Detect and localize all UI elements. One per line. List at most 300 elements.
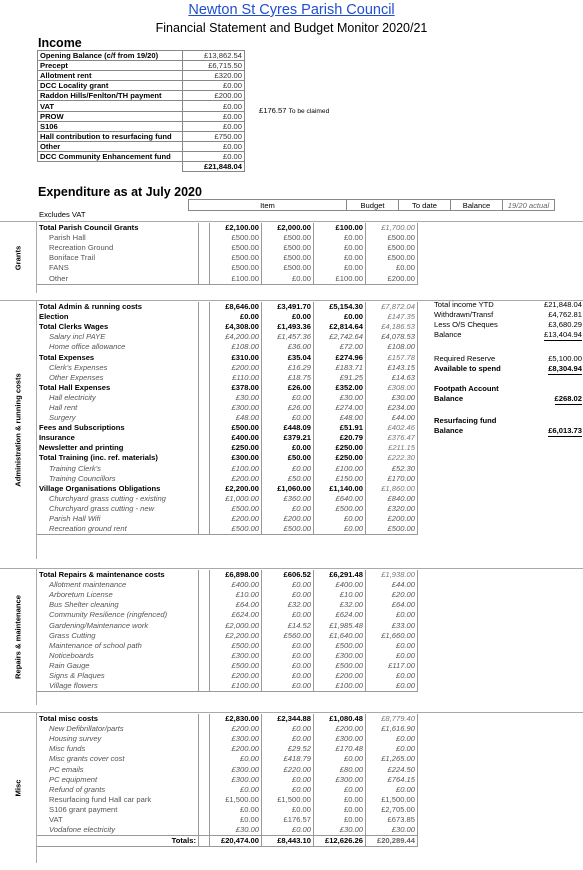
footpath-heading: Footpath Account	[434, 383, 499, 393]
row-actual: £0.00	[366, 785, 418, 795]
row-budget: £300.00	[210, 734, 262, 744]
excludes-vat-note: Excludes VAT	[39, 210, 86, 219]
income-label: DCC Community Enhancement fund	[38, 151, 183, 161]
table-row	[37, 734, 418, 744]
col-item: Item	[189, 200, 347, 211]
group-table	[37, 223, 418, 285]
row-balance: £100.00	[314, 681, 366, 692]
row-actual: £376.47	[366, 433, 418, 443]
row-budget: £300.00	[210, 651, 262, 661]
row-actual: £840.00	[366, 494, 418, 504]
income-value: £320.00	[183, 71, 245, 81]
summary-value: £21,848.04	[543, 300, 582, 309]
row-gap	[199, 570, 210, 580]
row-todate: £2,000.00	[262, 223, 314, 233]
row-budget: £500.00	[210, 504, 262, 514]
row-balance: £200.00	[314, 671, 366, 681]
row-balance: £100.00	[314, 464, 366, 474]
row-balance: £300.00	[314, 734, 366, 744]
row-todate: £448.09	[262, 423, 314, 433]
row-label: Hall electricity	[37, 393, 199, 403]
row-gap	[199, 423, 210, 433]
row-budget: £2,100.00	[210, 223, 262, 233]
row-budget: £64.00	[210, 600, 262, 610]
row-label: Misc grants cover cost	[37, 754, 199, 764]
row-todate: £500.00	[262, 233, 314, 243]
row-budget: £624.00	[210, 610, 262, 620]
row-label: Village Organisations Obligations	[37, 484, 199, 494]
row-actual: £0.00	[366, 734, 418, 744]
row-gap	[199, 754, 210, 764]
row-budget: £200.00	[210, 514, 262, 524]
table-row	[37, 570, 418, 580]
row-balance: £100.00	[314, 223, 366, 233]
row-budget: £20,474.00	[210, 836, 262, 847]
row-label: Insurance	[37, 433, 199, 443]
row-balance: £250.00	[314, 453, 366, 463]
table-row	[37, 342, 418, 352]
row-balance: £500.00	[314, 641, 366, 651]
row-balance: £624.00	[314, 610, 366, 620]
row-actual: £1,938.00	[366, 570, 418, 580]
row-budget: £0.00	[210, 754, 262, 764]
row-gap	[199, 433, 210, 443]
summary-label: Available to spend	[434, 364, 501, 374]
row-label: Village flowers	[37, 681, 199, 692]
table-row	[37, 474, 418, 484]
row-label: Election	[37, 312, 199, 322]
row-label: Recreation ground rent	[37, 524, 199, 535]
resurfacing-balance: £6,013.73	[548, 425, 582, 435]
row-actual: £0.00	[366, 610, 418, 620]
col-budget: Budget	[347, 200, 399, 211]
row-gap	[199, 590, 210, 600]
row-gap	[199, 651, 210, 661]
income-row	[38, 51, 245, 61]
vat-note-text: To be claimed	[288, 108, 330, 115]
income-value: £0.00	[183, 121, 245, 131]
row-gap	[199, 620, 210, 630]
row-gap	[199, 474, 210, 484]
row-balance: £250.00	[314, 443, 366, 453]
income-label: Allotment rent	[38, 71, 183, 81]
row-gap	[199, 464, 210, 474]
row-actual: £0.00	[366, 641, 418, 651]
row-label: FANS	[37, 263, 199, 273]
row-label: New Defibrillator/parts	[37, 724, 199, 734]
footpath-balance: £268.02	[554, 393, 582, 403]
group-side-label: Grants	[13, 245, 23, 270]
summary-value: £3,680.29	[548, 320, 582, 330]
table-row	[37, 322, 418, 332]
income-value: £6,715.50	[183, 61, 245, 71]
summary-panel	[434, 300, 582, 436]
table-row	[37, 514, 418, 524]
row-actual: £0.00	[366, 681, 418, 692]
resurfacing-balance-row	[434, 426, 582, 436]
row-actual: £1,265.00	[366, 754, 418, 764]
row-todate: £0.00	[262, 724, 314, 734]
row-actual: £1,660.00	[366, 631, 418, 641]
row-todate: £35.04	[262, 352, 314, 362]
row-actual: £20,289.44	[366, 836, 418, 847]
group-0	[0, 221, 583, 293]
summary-value: £5,100.00	[548, 354, 582, 364]
row-label: PC emails	[37, 764, 199, 774]
row-budget: £500.00	[210, 641, 262, 651]
row-actual: £44.00	[366, 580, 418, 590]
income-value: £750.00	[183, 131, 245, 141]
row-todate: £3,491.70	[262, 302, 314, 312]
table-row	[37, 504, 418, 514]
row-budget: £500.00	[210, 423, 262, 433]
summary-label: Less O/S Cheques	[434, 320, 498, 330]
row-budget: £500.00	[210, 253, 262, 263]
row-budget: £4,200.00	[210, 332, 262, 342]
row-todate: £2,344.88	[262, 714, 314, 724]
footpath-balance-row	[434, 394, 582, 404]
row-actual: £8,779.40	[366, 714, 418, 724]
row-actual: £1,500.00	[366, 795, 418, 805]
group-side	[0, 569, 37, 705]
row-actual: £211.15	[366, 443, 418, 453]
group-side	[0, 713, 37, 863]
summary-spacer	[434, 404, 582, 416]
row-todate: £500.00	[262, 253, 314, 263]
row-gap	[199, 453, 210, 463]
row-gap	[199, 413, 210, 423]
col-todate: To date	[399, 200, 451, 211]
summary-row-available	[434, 364, 582, 374]
group-side-label: Misc	[13, 779, 23, 797]
row-todate: £1,493.36	[262, 322, 314, 332]
row-todate: £0.00	[262, 464, 314, 474]
row-balance: £0.00	[314, 754, 366, 764]
row-actual: £200.00	[366, 273, 418, 284]
row-actual: £320.00	[366, 504, 418, 514]
group-side	[0, 301, 37, 559]
row-label: Training Councillors	[37, 474, 199, 484]
row-budget: £250.00	[210, 443, 262, 453]
row-actual: £0.00	[366, 651, 418, 661]
table-row	[37, 393, 418, 403]
summary-row-cheques	[434, 320, 582, 330]
row-budget: £0.00	[210, 805, 262, 815]
table-row	[37, 373, 418, 383]
table-row	[37, 580, 418, 590]
row-gap	[199, 734, 210, 744]
row-todate: £50.00	[262, 453, 314, 463]
row-balance: £500.00	[314, 661, 366, 671]
row-todate: £0.00	[262, 590, 314, 600]
row-balance: £0.00	[314, 514, 366, 524]
row-balance: £0.00	[314, 805, 366, 815]
row-gap	[199, 302, 210, 312]
table-row	[37, 223, 418, 233]
row-label: Clerk's Expenses	[37, 363, 199, 373]
row-budget: £500.00	[210, 524, 262, 535]
income-total: £21,848.04	[183, 162, 245, 172]
row-label: Other Expenses	[37, 373, 199, 383]
row-budget: £200.00	[210, 724, 262, 734]
row-gap	[199, 815, 210, 825]
row-todate: £26.00	[262, 383, 314, 393]
row-actual: £64.00	[366, 600, 418, 610]
expenditure-heading: Expenditure as at July 2020	[38, 185, 202, 199]
row-label: Churchyard grass cutting - new	[37, 504, 199, 514]
table-row	[37, 795, 418, 805]
row-balance: £48.00	[314, 413, 366, 423]
row-balance: £400.00	[314, 580, 366, 590]
row-label: Parish Hall Wifi	[37, 514, 199, 524]
row-todate: £1,500.00	[262, 795, 314, 805]
row-budget: £200.00	[210, 363, 262, 373]
row-gap	[199, 785, 210, 795]
row-todate: £14.52	[262, 620, 314, 630]
row-budget: £2,200.00	[210, 631, 262, 641]
row-todate: £0.00	[262, 651, 314, 661]
row-label: Noticeboards	[37, 651, 199, 661]
row-label: Fees and Subscriptions	[37, 423, 199, 433]
summary-row-income	[434, 300, 582, 310]
table-row	[37, 263, 418, 273]
group-side-label: Administration & running costs	[13, 373, 23, 487]
row-actual: £402.46	[366, 423, 418, 433]
income-row	[38, 151, 245, 161]
row-balance: £0.00	[314, 253, 366, 263]
row-balance: £183.71	[314, 363, 366, 373]
row-label: S106 grant payment	[37, 805, 199, 815]
row-gap	[199, 484, 210, 494]
row-budget: £1,500.00	[210, 795, 262, 805]
row-gap	[199, 494, 210, 504]
table-row	[37, 620, 418, 630]
income-value: £200.00	[183, 91, 245, 101]
group-side	[0, 222, 37, 293]
row-gap	[199, 332, 210, 342]
row-todate: £16.29	[262, 363, 314, 373]
row-actual: £108.00	[366, 342, 418, 352]
row-label: Total Clerks Wages	[37, 322, 199, 332]
row-balance: £500.00	[314, 504, 366, 514]
row-gap	[199, 524, 210, 535]
table-row	[37, 312, 418, 322]
row-todate: £0.00	[262, 580, 314, 590]
summary-spacer	[434, 340, 582, 354]
table-row	[37, 383, 418, 393]
table-row	[37, 641, 418, 651]
row-budget: £500.00	[210, 233, 262, 243]
table-row	[37, 273, 418, 284]
row-balance: £1,640.00	[314, 631, 366, 641]
row-actual: £7,872.04	[366, 302, 418, 312]
income-label: Hall contribution to resurfacing fund	[38, 131, 183, 141]
row-balance: £0.00	[314, 263, 366, 273]
row-todate: £500.00	[262, 263, 314, 273]
summary-label: Required Reserve	[434, 354, 496, 364]
table-row	[37, 302, 418, 312]
row-todate: £418.79	[262, 754, 314, 764]
row-balance: £200.00	[314, 724, 366, 734]
table-row	[37, 332, 418, 342]
row-budget: £108.00	[210, 342, 262, 352]
summary-row-balance	[434, 330, 582, 340]
income-total-spacer	[38, 162, 183, 172]
row-todate: £379.21	[262, 433, 314, 443]
row-todate: £500.00	[262, 524, 314, 535]
summary-label: Balance	[434, 425, 464, 435]
row-actual: £224.50	[366, 764, 418, 774]
row-todate: £200.00	[262, 514, 314, 524]
row-budget: £100.00	[210, 273, 262, 284]
row-balance: £352.00	[314, 383, 366, 393]
income-row	[38, 91, 245, 101]
row-label: VAT	[37, 815, 199, 825]
row-actual: £143.15	[366, 363, 418, 373]
row-label: Home office allowance	[37, 342, 199, 352]
summary-label: Total income YTD	[434, 300, 494, 309]
row-gap	[199, 373, 210, 383]
row-actual: £764.15	[366, 775, 418, 785]
row-gap	[199, 342, 210, 352]
row-gap	[199, 223, 210, 233]
income-row	[38, 81, 245, 91]
row-balance: £0.00	[314, 524, 366, 535]
row-budget: £2,000.00	[210, 620, 262, 630]
row-todate: £0.00	[262, 443, 314, 453]
table-row	[37, 253, 418, 263]
row-balance: £10.00	[314, 590, 366, 600]
row-balance: £51.91	[314, 423, 366, 433]
table-row	[37, 714, 418, 724]
row-todate: £32.00	[262, 600, 314, 610]
vat-note	[259, 106, 329, 115]
row-gap	[199, 273, 210, 284]
row-label: Rain Gauge	[37, 661, 199, 671]
income-value: £0.00	[183, 101, 245, 111]
table-row	[37, 744, 418, 754]
row-gap	[199, 233, 210, 243]
row-budget: £48.00	[210, 413, 262, 423]
table-row	[37, 836, 418, 847]
row-balance: £20.79	[314, 433, 366, 443]
col-actual: 19/20 actual	[503, 200, 555, 211]
row-actual: £500.00	[366, 253, 418, 263]
row-label: Boniface Trail	[37, 253, 199, 263]
row-gap	[199, 363, 210, 373]
row-budget: £0.00	[210, 312, 262, 322]
row-balance: £274.00	[314, 403, 366, 413]
table-row	[37, 775, 418, 785]
row-gap	[199, 243, 210, 253]
row-balance: £0.00	[314, 815, 366, 825]
row-balance: £170.48	[314, 744, 366, 754]
row-balance: £640.00	[314, 494, 366, 504]
col-balance: Balance	[451, 200, 503, 211]
row-todate: £50.00	[262, 474, 314, 484]
row-todate: £0.00	[262, 312, 314, 322]
row-gap	[199, 322, 210, 332]
table-row	[37, 825, 418, 836]
row-gap	[199, 352, 210, 362]
table-row	[37, 805, 418, 815]
summary-row-withdrawn	[434, 310, 582, 320]
row-todate: £176.57	[262, 815, 314, 825]
summary-value: £13,404.94	[543, 330, 582, 340]
group-2	[0, 568, 583, 705]
row-todate: £0.00	[262, 805, 314, 815]
row-todate: £0.00	[262, 671, 314, 681]
group-table	[37, 302, 418, 535]
row-actual: £33.00	[366, 620, 418, 630]
vat-note-amount: £176.57	[259, 106, 287, 115]
income-value: £0.00	[183, 81, 245, 91]
row-budget: £400.00	[210, 433, 262, 443]
row-gap	[199, 504, 210, 514]
row-balance: £0.00	[314, 233, 366, 243]
row-actual: £1,700.00	[366, 223, 418, 233]
row-balance: £5,154.30	[314, 302, 366, 312]
row-todate: £500.00	[262, 243, 314, 253]
table-row	[37, 403, 418, 413]
row-budget: £300.00	[210, 453, 262, 463]
row-todate: £0.00	[262, 734, 314, 744]
table-row	[37, 484, 418, 494]
income-row	[38, 141, 245, 151]
row-label: Housing survey	[37, 734, 199, 744]
row-gap	[199, 825, 210, 836]
row-budget: £30.00	[210, 393, 262, 403]
row-budget: £310.00	[210, 352, 262, 362]
row-budget: £300.00	[210, 775, 262, 785]
row-balance: £32.00	[314, 600, 366, 610]
row-balance: £300.00	[314, 775, 366, 785]
table-row	[37, 610, 418, 620]
row-label: Total Parish Council Grants	[37, 223, 199, 233]
row-actual: £14.63	[366, 373, 418, 383]
table-row	[37, 815, 418, 825]
row-actual: £200.00	[366, 514, 418, 524]
row-label: Parish Hall	[37, 233, 199, 243]
row-gap	[199, 681, 210, 692]
row-balance: £150.00	[314, 474, 366, 484]
income-heading: Income	[38, 36, 82, 50]
row-budget: £10.00	[210, 590, 262, 600]
row-gap	[199, 641, 210, 651]
row-balance: £0.00	[314, 795, 366, 805]
table-row	[37, 433, 418, 443]
row-gap	[199, 393, 210, 403]
row-gap	[199, 661, 210, 671]
row-budget: £100.00	[210, 464, 262, 474]
row-todate: £0.00	[262, 273, 314, 284]
row-budget: £500.00	[210, 661, 262, 671]
group-3	[0, 712, 583, 863]
row-balance: £2,742.64	[314, 332, 366, 342]
row-gap	[199, 775, 210, 785]
row-budget: £2,200.00	[210, 484, 262, 494]
row-budget: £8,646.00	[210, 302, 262, 312]
row-budget: £200.00	[210, 671, 262, 681]
income-label: S106	[38, 121, 183, 131]
summary-label: Withdrawn/Transf	[434, 310, 494, 320]
table-row	[37, 464, 418, 474]
table-row	[37, 352, 418, 362]
row-label: Training Clerk's	[37, 464, 199, 474]
row-gap	[199, 383, 210, 393]
income-label: DCC Locality grant	[38, 81, 183, 91]
row-gap	[199, 610, 210, 620]
